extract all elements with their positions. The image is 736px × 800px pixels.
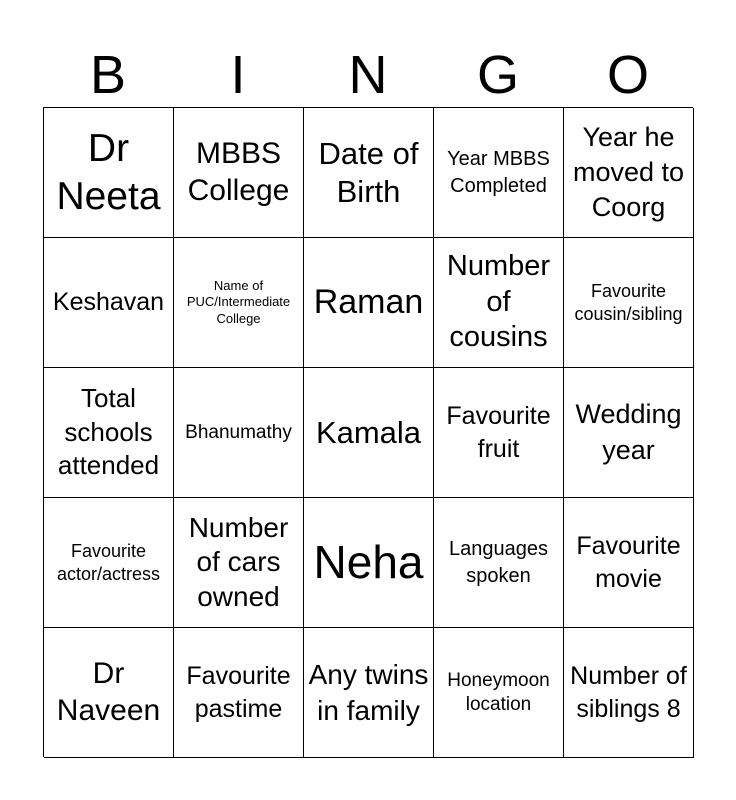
bingo-cell[interactable] — [434, 368, 564, 498]
bingo-cell[interactable] — [174, 238, 304, 368]
cell-text: MBBS College — [187, 136, 290, 207]
bingo-cell[interactable] — [564, 108, 694, 238]
cell-text: Dr Naveen — [56, 656, 161, 727]
cell-text: Total schools attended — [57, 382, 160, 481]
cell-text: Number of cousins — [446, 250, 551, 354]
cell-text: Favourite pastime — [186, 662, 291, 723]
cell-text: Honeymoon location — [447, 669, 550, 715]
header-letter-o: O — [606, 45, 649, 105]
cell-text: Year MBBS Completed — [447, 147, 550, 197]
bingo-cell[interactable] — [304, 368, 434, 498]
cell-text: Keshavan — [52, 288, 165, 317]
bingo-cell[interactable] — [434, 498, 564, 628]
cell-text: Name of PUC/Intermediate College — [186, 278, 291, 326]
bingo-cell[interactable] — [304, 238, 434, 368]
cell-text: Raman — [313, 282, 424, 321]
bingo-cell[interactable] — [304, 628, 434, 758]
cell-text: Date of Birth — [318, 135, 419, 209]
bingo-board — [43, 107, 693, 757]
bingo-cell[interactable] — [434, 628, 564, 758]
cell-text: Languages spoken — [449, 537, 548, 587]
bingo-cell[interactable] — [434, 238, 564, 368]
bingo-cell[interactable] — [174, 108, 304, 238]
bingo-cell[interactable] — [564, 628, 694, 758]
bingo-cell[interactable] — [174, 628, 304, 758]
header-letter-i: I — [230, 45, 246, 105]
bingo-cell[interactable] — [564, 238, 694, 368]
cell-text: Number of siblings 8 — [570, 662, 687, 723]
bingo-cell[interactable] — [564, 368, 694, 498]
bingo-cell[interactable] — [44, 628, 174, 758]
cell-text: Bhanumathy — [185, 421, 292, 443]
bingo-cell[interactable] — [44, 368, 174, 498]
header-letter-b: B — [89, 45, 127, 105]
cell-text: Any twins in family — [308, 658, 429, 726]
cell-text: Number of cars owned — [188, 512, 289, 612]
cell-text: Neha — [313, 535, 424, 588]
bingo-cell[interactable] — [174, 368, 304, 498]
bingo-cell[interactable] — [174, 498, 304, 628]
cell-text: Dr Neeta — [56, 126, 161, 218]
bingo-cell[interactable] — [44, 238, 174, 368]
cell-text: Year he moved to Coorg — [572, 121, 685, 223]
header-letter-g: G — [476, 45, 519, 105]
cell-text: Favourite actor/actress — [56, 541, 161, 584]
cell-text: Favourite fruit — [446, 402, 551, 463]
bingo-cell[interactable] — [434, 108, 564, 238]
cell-text: Wedding year — [575, 399, 682, 465]
cell-text: Favourite cousin/sibling — [574, 281, 683, 324]
cell-text: Favourite movie — [576, 532, 681, 593]
bingo-cell[interactable] — [564, 498, 694, 628]
bingo-header — [43, 42, 693, 108]
bingo-cell[interactable] — [44, 108, 174, 238]
header-letter-n: N — [348, 45, 388, 105]
bingo-cell[interactable] — [44, 498, 174, 628]
cell-text: Kamala — [315, 414, 422, 450]
bingo-cell[interactable] — [304, 108, 434, 238]
bingo-cell[interactable] — [304, 498, 434, 628]
